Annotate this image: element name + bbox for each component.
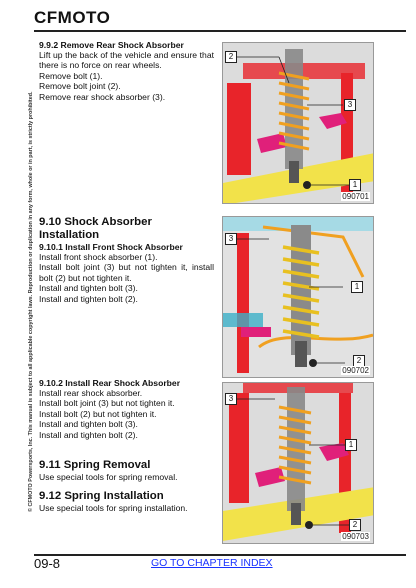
callout-label: 2 xyxy=(353,355,365,367)
section-heading: 9.12 Spring Installation xyxy=(39,490,164,502)
list-item: Install and tighten bolt (2). xyxy=(39,429,138,440)
list-item: Remove rear shock absorber (3). xyxy=(39,91,166,102)
section-shock-installation xyxy=(39,216,214,304)
list-item: Install and tighten bolt (3). xyxy=(39,419,138,430)
list-item: Install bolt (2) but not tighten it. xyxy=(39,408,157,419)
list-item: Install and tighten bolt (3). xyxy=(39,283,138,294)
page-number: 09-8 xyxy=(34,556,61,571)
list-item: Remove bolt joint (2). xyxy=(39,81,121,92)
section-install-rear-shock xyxy=(39,378,214,440)
section-text: Use special tools for spring removal. xyxy=(39,472,178,482)
figure-rear-shock-installation xyxy=(222,382,374,544)
figure-rear-shock-removal xyxy=(222,42,374,204)
list-item: Remove bolt (1). xyxy=(39,70,103,81)
figure-number: 090702 xyxy=(342,366,369,375)
section-heading: 9.9.2 Remove Rear Shock Absorber xyxy=(39,40,184,50)
callout-label: 1 xyxy=(349,179,361,191)
header-rule xyxy=(34,30,406,32)
section-heading: 9.11 Spring Removal xyxy=(39,459,151,471)
list-item: Install and tighten bolt (2). xyxy=(39,293,138,304)
list-item: Install front shock absorber (1). xyxy=(39,252,158,262)
callout-label: 3 xyxy=(344,99,356,111)
section-spring-removal xyxy=(39,459,214,482)
brand-logo: CFMOTO xyxy=(34,8,111,27)
section-heading: 9.10 Shock Absorber Installation xyxy=(39,216,152,241)
section-heading: 9.10.2 Install Rear Shock Absorber xyxy=(39,378,181,388)
list-item: Install rear shock absorber. xyxy=(39,388,143,398)
figure-number: 090703 xyxy=(342,532,369,541)
section-text: Use special tools for spring installation. xyxy=(39,503,188,513)
callout-label: 2 xyxy=(225,51,237,63)
callout-label: 1 xyxy=(345,439,357,451)
callout-label: 2 xyxy=(349,519,361,531)
chapter-index-link[interactable]: GO TO CHAPTER INDEX xyxy=(151,557,273,569)
section-subheading: 9.10.1 Install Front Shock Absorber xyxy=(39,242,183,252)
list-item: Install bolt joint (3) but not tighten it. xyxy=(39,398,175,409)
list-item: Install bolt joint (3) but not tighten it, install bolt (2) but not tighten it. xyxy=(39,262,214,283)
footer-rule xyxy=(34,554,406,556)
section-spring-installation xyxy=(39,490,214,513)
callout-label: 3 xyxy=(225,233,237,245)
callout-label: 3 xyxy=(225,393,237,405)
figure-front-shock-installation xyxy=(222,216,374,378)
section-remove-rear-shock xyxy=(39,40,214,102)
section-intro: Lift up the back of the vehicle and ensure that there is no force on rear wheels. xyxy=(39,50,214,71)
copyright-notice: © CFMOTO Powersports, Inc. This manual is subject to all applicable copyright laws. Reproduction or duplication in any form, whole or in part, is strictly prohibited. xyxy=(28,91,34,512)
callout-label: 1 xyxy=(351,281,363,293)
figure-illustration xyxy=(223,217,374,378)
figure-number: 090701 xyxy=(342,192,369,201)
